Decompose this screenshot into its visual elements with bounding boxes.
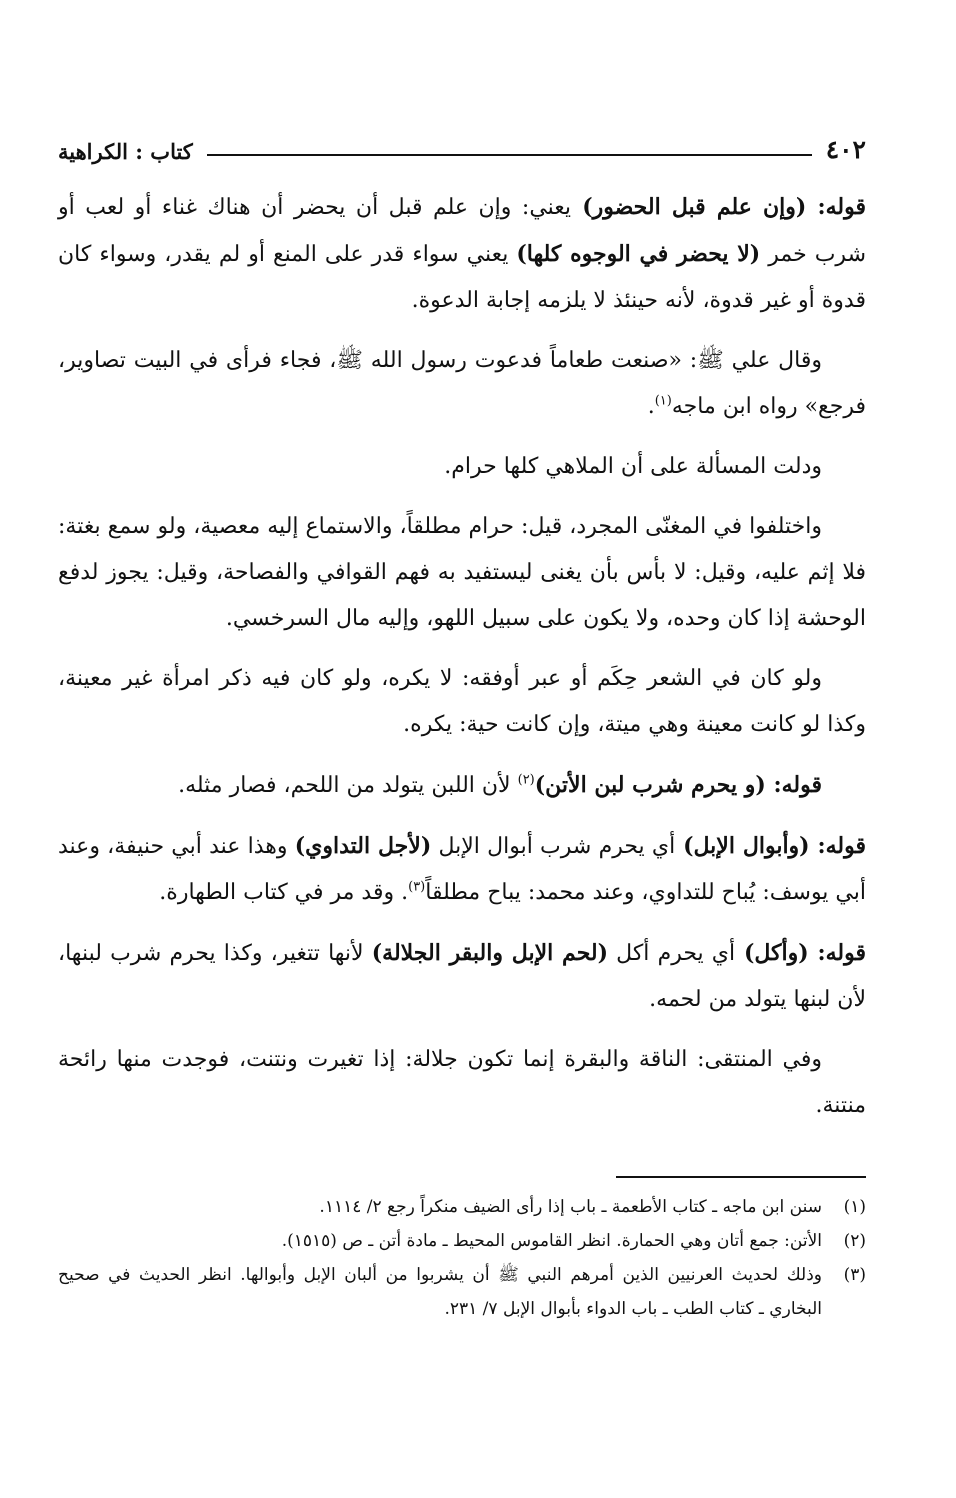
paragraph-lead: قوله: — [817, 940, 866, 966]
footnote-reference: (١) — [654, 393, 672, 409]
header-rule — [207, 154, 812, 156]
paragraph-segment: (لأجل التداوي) — [294, 833, 432, 859]
paragraph-segment: أي يحرم أكل — [608, 941, 736, 966]
paragraph-segment: أي يحرم شرب أبوال الإبل — [431, 834, 676, 859]
footnote-reference: (٢) — [517, 772, 535, 788]
paragraph — [58, 444, 866, 490]
paragraph-tail: . — [647, 394, 655, 419]
paragraph-segment: (و يحرم شرب لبن الأتن) — [534, 772, 774, 798]
footnote-number: (١) — [843, 1197, 866, 1217]
paragraph-lead: قوله: — [817, 194, 866, 220]
footnote-number: (٢) — [843, 1231, 866, 1251]
footnote — [58, 1258, 866, 1326]
paragraph — [58, 338, 866, 430]
footnote-text: الأتن: جمع أتان وهي الحمارة. انظر القاموس المحيط ـ مادة أتن ـ ص (١٥١٥). — [281, 1231, 822, 1251]
paragraph — [58, 184, 866, 324]
paragraph — [58, 930, 866, 1023]
paragraph-tail: لأن اللبن يتولد من اللحم، فصار مثله. — [178, 773, 518, 798]
footnote-number: (٣) — [843, 1265, 866, 1285]
paragraph-segment: لأنها تتغير، وكذا يحرم شرب لبنها، لأن لبنها يتولد من لحمه. — [58, 941, 866, 1012]
paragraph-text: ودلت المسألة على أن الملاهي كلها حرام. — [444, 454, 822, 479]
paragraph-segment: وهذا عند أبي حنيفة، وعند أبي يوسف: يُباح للتداوي، وعند محمد: يباح مطلقاً — [58, 834, 866, 905]
body-text — [58, 184, 866, 1143]
paragraph — [58, 762, 866, 809]
paragraph-segment: (لحم الإبل والبقر الجلالة) — [371, 940, 609, 966]
paragraph-segment: يعني: وإن علم قبل أن يحضر أن هناك غناء أو لعب أو شرب خمر — [58, 195, 866, 267]
paragraph-text: وفي المنتقى: الناقة والبقرة إنما تكون جلالة: إذا تغيرت ونتنت، فوجدت منها رائحة منتنة. — [58, 1047, 866, 1118]
paragraph-segment: (وإن علم قبل الحضور) — [571, 194, 818, 220]
paragraph-text: واختلفوا في المغنّى المجرد، قيل: حرام مطلقاً، والاستماع إليه معصية، ولو سمع بغتة: فلا إثم عليه، وقيل: لا بأس بأن يغنى ليستفيد به فهم القوافي والفصاحة، وقيل: يجوز لدفع الوحشة إذا كان وحده، ولا يكون على سبيل اللهو، وإليه مال السرخسي. — [58, 514, 866, 631]
page-number: ٤٠٢ — [825, 135, 866, 164]
paragraph-segment: (لا يحضر في الوجوه كلها) — [516, 241, 761, 267]
running-header — [58, 118, 866, 162]
footnote-text: وذلك لحديث العرنيين الذين أمرهم النبي ﷺ أن يشربوا من ألبان الإبل وأبوالها. انظر الحديث في صحيح البخاري ـ كتاب الطب ـ باب الدواء بأبوال الإبل ٧/ ٢٣١. — [58, 1265, 822, 1319]
paragraph — [58, 823, 866, 916]
footnote — [58, 1190, 866, 1224]
footnote-rule — [616, 1176, 866, 1178]
paragraph-segment: يعني سواء قدر على المنع أو لم يقدر، وسواء كان قدوة أو غير قدوة، لأنه حينئذ لا يلزمه إجابة الدعوة. — [58, 242, 866, 313]
paragraph — [58, 504, 866, 642]
paragraph-text: وقال علي ﷺ: «صنعت طعاماً فدعوت رسول الله ﷺ، فجاء فرأى في البيت تصاوير، فرجع» رواه ابن ماجه — [58, 348, 866, 419]
paragraph-tail: . وقد مر في كتاب الطهارة. — [159, 880, 409, 905]
paragraph-lead: قوله: — [773, 772, 822, 798]
footnote-reference: (٣) — [408, 879, 426, 895]
paragraph-text: ولو كان في الشعر حِكَم أو عبر أوفقه: لا يكره، ولو كان فيه ذكر امرأة غير معينة، وكذا لو كانت معينة وهي ميتة، وإن كانت حية: يكره. — [58, 666, 866, 737]
chapter-title: كتاب : الكراهية — [58, 139, 193, 164]
footnotes — [58, 1190, 866, 1326]
paragraph-segment: (وأكل) — [735, 940, 818, 966]
footnote — [58, 1224, 866, 1258]
paragraph — [58, 1037, 866, 1129]
footnote-text: سنن ابن ماجه ـ كتاب الأطعمة ـ باب إذا رأى الضيف منكراً رجع ٢/ ١١١٤. — [319, 1197, 822, 1217]
paragraph-segment: (وأبوال الإبل) — [675, 833, 818, 859]
paragraph — [58, 656, 866, 748]
paragraph-lead: قوله: — [817, 833, 866, 859]
book-page — [58, 0, 866, 1498]
